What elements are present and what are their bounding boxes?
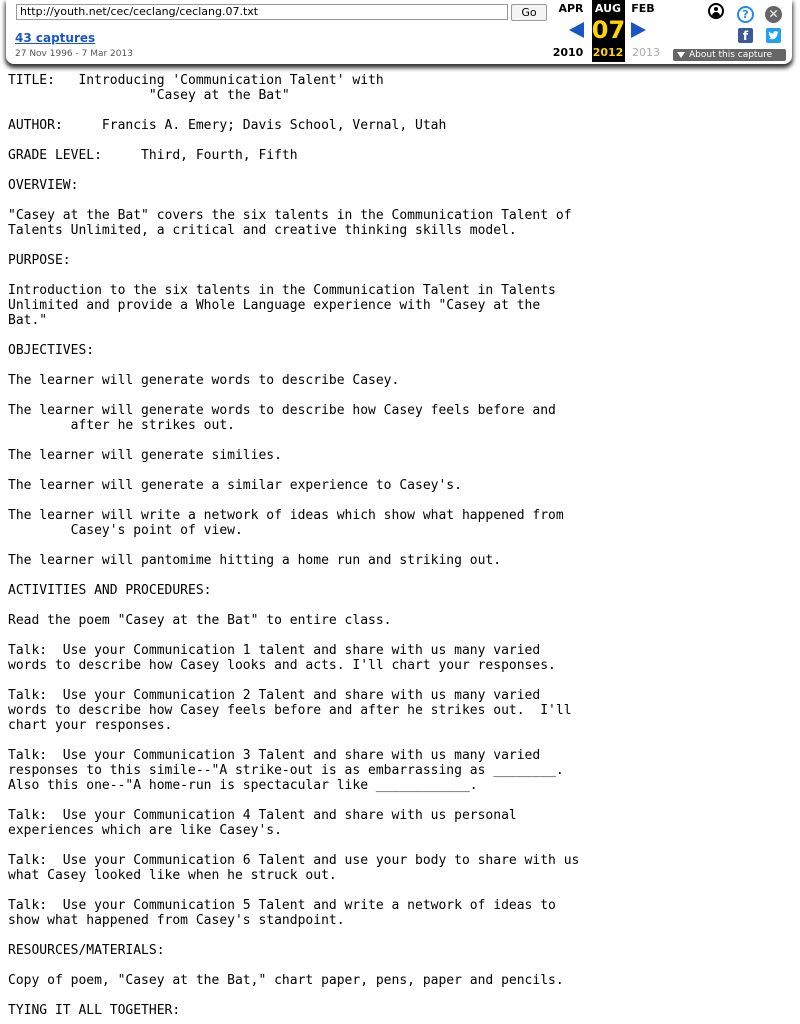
document-line: Talents Unlimited, a critical and creative thinking skills model. (8, 223, 517, 238)
document-line: show what happened from Casey's standpoint. (8, 913, 345, 928)
document-line: "Casey at the Bat" covers the six talents in the Communication Talent of (8, 208, 572, 223)
close-icon[interactable]: ✕ (765, 6, 782, 23)
document-line: Talk: Use your Communication 6 Talent and use your body to share with us (8, 853, 580, 868)
capture-day: 07 (591, 16, 626, 44)
captures-link[interactable]: 43 captures (15, 31, 96, 45)
about-capture-button[interactable] (673, 49, 786, 61)
twitter-icon[interactable] (766, 28, 781, 43)
document-line: Casey's point of view. (8, 523, 243, 538)
document-line: OBJECTIVES: (8, 343, 95, 358)
document-line: Introduction to the six talents in the Communication Talent in Talents (8, 283, 556, 298)
capture-date-range: 27 Nov 1996 - 7 Mar 2013 (15, 49, 133, 59)
document-line: GRADE LEVEL: Third, Fourth, Fifth (8, 148, 298, 163)
user-icon[interactable] (708, 3, 724, 19)
document-line: Talk: Use your Communication 1 talent and share with us many varied (8, 643, 541, 658)
document-line: Talk: Use your Communication 2 Talent and share with us many varied (8, 688, 541, 703)
document-line: TYING IT ALL TOGETHER: (8, 1003, 181, 1018)
help-icon[interactable]: ? (737, 6, 754, 23)
document-line: The learner will generate a similar experience to Casey's. (8, 478, 462, 493)
wayback-toolbar (6, 0, 792, 64)
document-line: words to describe how Casey looks and acts. I'll chart your responses. (8, 658, 556, 673)
document-line: The learner will generate similies. (8, 448, 282, 463)
document-line: Copy of poem, "Casey at the Bat," chart paper, pens, paper and pencils. (8, 973, 564, 988)
facebook-icon[interactable]: f (738, 28, 753, 43)
document-line: OVERVIEW: (8, 178, 79, 193)
year-current: 2012 (592, 46, 624, 59)
document-line: Talk: Use your Communication 5 Talent and write a network of ideas to (8, 898, 556, 913)
year-prev[interactable]: 2010 (552, 46, 584, 59)
document-line: RESOURCES/MATERIALS: (8, 943, 165, 958)
document-line: AUTHOR: Francis A. Emery; Davis School, Vernal, Utah (8, 118, 447, 133)
about-capture-label: About this capture (689, 50, 773, 60)
document-line: "Casey at the Bat" (8, 88, 290, 103)
document-line: PURPOSE: (8, 253, 71, 268)
document-line: The learner will generate words to describe how Casey feels before and (8, 403, 556, 418)
document-line: Read the poem "Casey at the Bat" to entire class. (8, 613, 392, 628)
document-line: Also this one--"A home-run is spectacular like ____________. (8, 778, 478, 793)
document-line: The learner will write a network of ideas which show what happened from (8, 508, 564, 523)
document-line: responses to this simile--"A strike-out is as embarrassing as ________. (8, 763, 564, 778)
document-line: after he strikes out. (8, 418, 235, 433)
month-next[interactable]: FEB (631, 2, 655, 15)
document-line: words to describe how Casey feels before and after he strikes out. I'll (8, 703, 572, 718)
caret-down-icon (677, 52, 685, 58)
document-line: Unlimited and provide a Whole Language experience with "Casey at the (8, 298, 541, 313)
document-line: Talk: Use your Communication 4 Talent and share with us personal (8, 808, 517, 823)
document-line: chart your responses. (8, 718, 173, 733)
document-line: The learner will pantomime hitting a home run and striking out. (8, 553, 502, 568)
document-line: experiences which are like Casey's. (8, 823, 282, 838)
document-line: The learner will generate words to describe Casey. (8, 373, 400, 388)
year-next[interactable]: 2013 (632, 46, 660, 59)
document-line: Talk: Use your Communication 3 Talent and share with us many varied (8, 748, 541, 763)
go-button[interactable]: Go (511, 4, 547, 21)
month-prev[interactable]: APR (558, 2, 584, 15)
prev-capture-arrow-icon[interactable] (569, 22, 584, 38)
document-line: TITLE: Introducing 'Communication Talent' with (8, 73, 384, 88)
document-line: what Casey looked like when he struck out. (8, 868, 337, 883)
document-text (8, 73, 579, 1018)
url-input[interactable] (16, 4, 508, 20)
next-capture-arrow-icon[interactable] (631, 22, 646, 38)
document-line: ACTIVITIES AND PROCEDURES: (8, 583, 212, 598)
document-line: Bat." (8, 313, 48, 328)
month-current: AUG (594, 2, 622, 15)
